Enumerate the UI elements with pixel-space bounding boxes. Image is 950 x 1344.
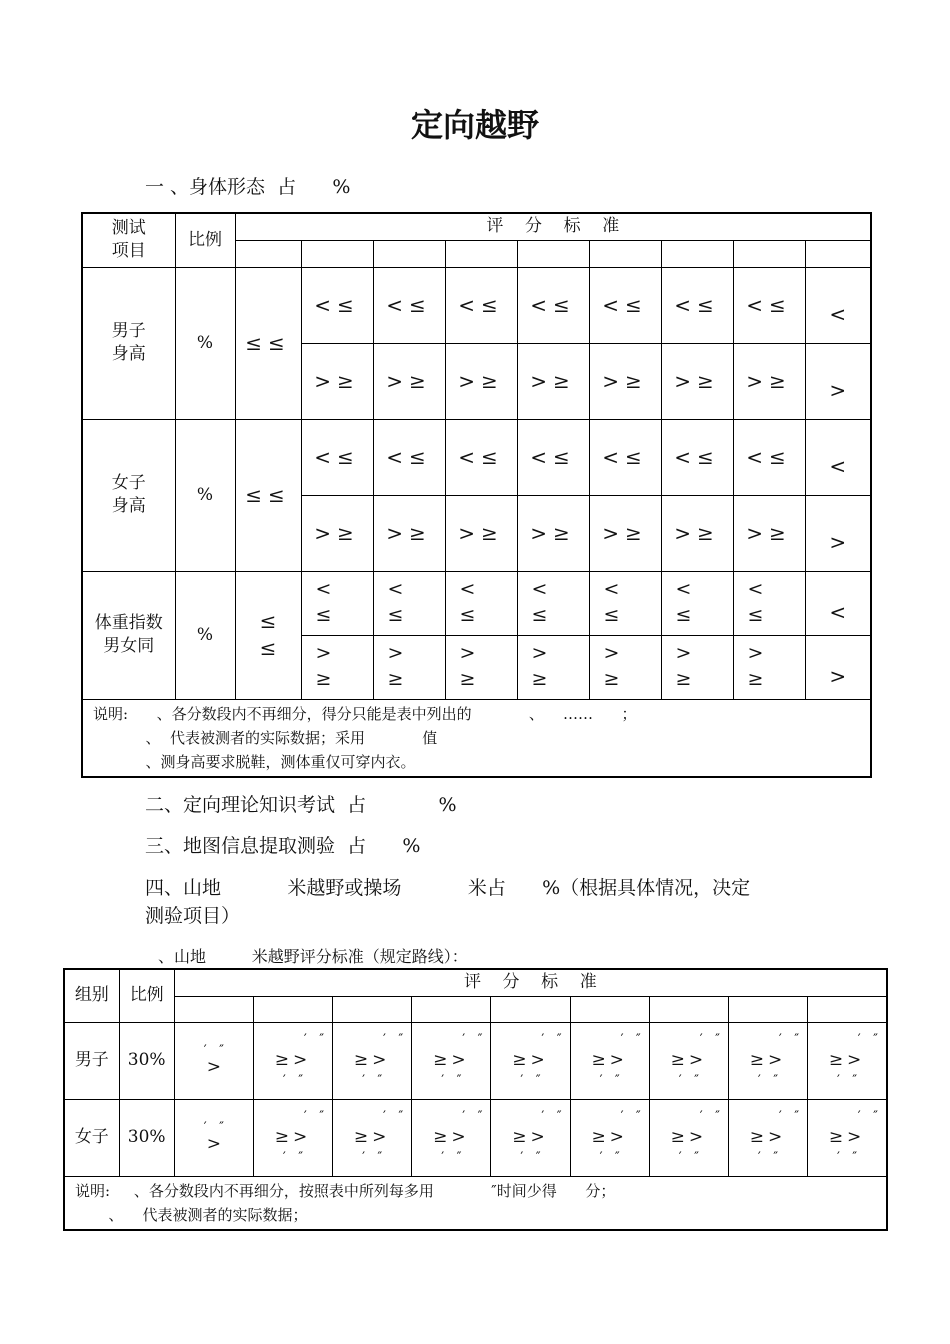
note-line: 说明: 、各分数段内不再细分，按照表中所列每多用 ″时间少得 分；: [75, 1181, 616, 1200]
time-marks-lower: ′ ″: [836, 1072, 858, 1088]
header-grade-cell: [808, 996, 887, 1022]
row-item-name: 体重指数 男女同: [82, 571, 175, 699]
section-1-heading: 一 、身体形态 占 %: [145, 176, 351, 198]
running-score-table: [63, 968, 888, 1231]
time-marks-lower: ′ ″: [441, 1149, 462, 1165]
grade-cell: [728, 1022, 807, 1099]
time-marks-upper: ′ ″: [383, 1108, 404, 1124]
header-grade-cell: [445, 240, 517, 267]
comparison-symbol: ≥>: [512, 1127, 549, 1148]
header-item: 测试 项目: [82, 213, 175, 267]
time-marks-lower: ′ ″: [441, 1072, 462, 1088]
comparison-symbol: ≥>: [353, 1050, 391, 1071]
time-marks: ′ ″: [203, 1043, 224, 1058]
header-grade-cell: [661, 240, 733, 267]
comparison-symbol: ≥>: [670, 1127, 708, 1148]
row-ratio: 30%: [119, 1099, 174, 1176]
grade-cell-lower: >≥: [445, 495, 517, 571]
header-grade-cell: [570, 996, 649, 1022]
grade-cell: [808, 1022, 887, 1099]
time-marks-upper: ′ ″: [620, 1031, 641, 1047]
header-grade-cell: [517, 240, 589, 267]
comparison-symbol: ≥>: [512, 1050, 549, 1071]
header-grade-cell: [805, 240, 871, 267]
time-marks-upper: ′ ″: [857, 1108, 878, 1124]
grade-cell-upper: < ≤: [733, 571, 805, 635]
time-marks-lower: ′ ″: [520, 1149, 541, 1165]
grade-cell-upper: < ≤: [445, 571, 517, 635]
header-grade-cell: [649, 996, 728, 1022]
header-grade-cell: [235, 240, 301, 267]
header-ratio: 比例: [119, 969, 174, 1022]
header-grade-cell: [373, 240, 445, 267]
comparison-symbol: ≥>: [749, 1050, 787, 1071]
grade-cell-lower: >≥: [373, 495, 445, 571]
grade-cell-upper: <≤: [517, 267, 589, 343]
page-title: 定向越野: [410, 106, 539, 144]
comparison-symbol: ≥>: [591, 1127, 628, 1148]
grade-cell: [649, 1022, 728, 1099]
comparison-symbol: ≥>: [670, 1050, 708, 1071]
header-standard: 评 分 标 准: [174, 969, 887, 996]
grade-cell-lower: > ≥: [733, 635, 805, 699]
comparison-symbol: ≥>: [828, 1127, 866, 1148]
grade-cell-lower: > ≥: [301, 635, 373, 699]
row-ratio: %: [175, 419, 235, 571]
comparison-symbol: ≥>: [433, 1050, 470, 1071]
header-grade-cell: [733, 240, 805, 267]
note-line: 说明: 、各分数段内不再细分，得分只能是表中列出的 、 …… ；: [93, 704, 637, 723]
comparison-symbol: ≥>: [353, 1127, 391, 1148]
body-form-table: [81, 212, 872, 778]
header-ratio: 比例: [175, 213, 235, 267]
grade-cell-upper: <≤: [661, 419, 733, 495]
grade-cell-upper: <≤: [733, 267, 805, 343]
row-ratio: %: [175, 267, 235, 419]
grade-cell-lower: >≥: [445, 343, 517, 419]
grade-cell: [333, 1022, 412, 1099]
grade-cell: [253, 1099, 332, 1176]
comparison-symbol: >: [206, 1057, 221, 1078]
row-item-name: 男子 身高: [82, 267, 175, 419]
grade-cell-upper: < ≤: [661, 571, 733, 635]
time-marks: ′ ″: [203, 1120, 224, 1135]
grade-cell-lower: > ≥: [445, 635, 517, 699]
row-first-grade: ≤ ≤: [235, 571, 301, 699]
time-marks-upper: ′ ″: [699, 1031, 720, 1047]
grade-cell: [491, 1099, 570, 1176]
note-line: 、 代表被测者的实际数据；采用 值: [93, 728, 438, 747]
time-marks-upper: ′ ″: [383, 1031, 404, 1047]
grade-cell-lower: > ≥: [661, 635, 733, 699]
time-marks-upper: ′ ″: [778, 1108, 800, 1124]
row-first-grade: [174, 1022, 253, 1099]
time-marks-upper: ′ ″: [541, 1031, 562, 1047]
header-standard: 评 分 标 准: [235, 213, 871, 240]
comparison-symbol: ≥>: [749, 1127, 787, 1148]
time-marks-lower: ′ ″: [599, 1149, 620, 1165]
grade-cell-lower: > ≥: [589, 635, 661, 699]
grade-cell: [491, 1022, 570, 1099]
table2-notes: [64, 1176, 887, 1230]
grade-cell-last-upper: <: [805, 267, 871, 343]
time-marks-lower: ′ ″: [757, 1149, 779, 1165]
grade-cell-upper: <≤: [589, 267, 661, 343]
header-grade-cell: [301, 240, 373, 267]
header-group: 组别: [64, 969, 119, 1022]
grade-cell-lower: >≥: [517, 495, 589, 571]
time-marks-lower: ′ ″: [282, 1072, 304, 1088]
grade-cell-upper: <≤: [733, 419, 805, 495]
section-2-heading: 二、定向理论知识考试 占 %: [145, 794, 457, 816]
grade-cell-upper: < ≤: [517, 571, 589, 635]
grade-cell-upper: < ≤: [373, 571, 445, 635]
row-first-grade: [174, 1099, 253, 1176]
time-marks-lower: ′ ″: [678, 1072, 699, 1088]
time-marks-lower: ′ ″: [599, 1072, 620, 1088]
header-grade-cell: [589, 240, 661, 267]
row-item-name: 女子 身高: [82, 419, 175, 571]
row-ratio: 30%: [119, 1022, 174, 1099]
note-line: 、 代表被测者的实际数据；: [75, 1205, 308, 1224]
grade-cell-upper: <≤: [301, 267, 373, 343]
grade-cell-lower: >≥: [589, 343, 661, 419]
grade-cell-lower: >≥: [661, 495, 733, 571]
row-first-grade: ≤≤: [235, 419, 301, 571]
grade-cell: [412, 1022, 491, 1099]
time-marks-upper: ′ ″: [620, 1108, 641, 1124]
grade-cell-upper: <≤: [661, 267, 733, 343]
comparison-symbol: ≥>: [433, 1127, 470, 1148]
subsection-heading: 、山地 米越野评分标准（规定路线）：: [158, 947, 468, 966]
grade-cell: [808, 1099, 887, 1176]
grade-cell: [333, 1099, 412, 1176]
time-marks-lower: ′ ″: [836, 1149, 858, 1165]
time-marks-lower: ′ ″: [362, 1072, 383, 1088]
grade-cell: [649, 1099, 728, 1176]
grade-cell-last-lower: >: [805, 495, 871, 571]
grade-cell-lower: > ≥: [373, 635, 445, 699]
row-group: 男子: [64, 1022, 119, 1099]
time-marks-upper: ′ ″: [541, 1108, 562, 1124]
grade-cell-upper: <≤: [517, 419, 589, 495]
row-group: 女子: [64, 1099, 119, 1176]
comparison-symbol: ≥>: [591, 1050, 628, 1071]
time-marks-lower: ′ ″: [362, 1149, 383, 1165]
comparison-symbol: ≥>: [274, 1050, 312, 1071]
grade-cell-lower: > ≥: [517, 635, 589, 699]
grade-cell-upper: < ≤: [589, 571, 661, 635]
table1-notes: [82, 699, 871, 777]
grade-cell-last-upper: <: [805, 419, 871, 495]
grade-cell-last-upper: <: [805, 571, 871, 635]
grade-cell-upper: <≤: [373, 419, 445, 495]
header-grade-cell: [333, 996, 412, 1022]
time-marks-upper: ′ ″: [778, 1031, 800, 1047]
time-marks-upper: ′ ″: [462, 1108, 483, 1124]
time-marks-upper: ′ ″: [303, 1031, 325, 1047]
grade-cell-upper: <≤: [445, 419, 517, 495]
grade-cell-upper: <≤: [445, 267, 517, 343]
grade-cell-lower: >≥: [661, 343, 733, 419]
grade-cell: [570, 1022, 649, 1099]
time-marks-upper: ′ ″: [699, 1108, 720, 1124]
comparison-symbol: ≥>: [828, 1050, 866, 1071]
time-marks-lower: ′ ″: [757, 1072, 779, 1088]
grade-cell-lower: >≥: [301, 495, 373, 571]
grade-cell-lower: >≥: [589, 495, 661, 571]
grade-cell: [570, 1099, 649, 1176]
header-grade-cell: [174, 996, 253, 1022]
grade-cell: [253, 1022, 332, 1099]
header-grade-cell: [491, 996, 570, 1022]
grade-cell-lower: >≥: [373, 343, 445, 419]
grade-cell-upper: <≤: [373, 267, 445, 343]
time-marks-upper: ′ ″: [303, 1108, 325, 1124]
section-4-heading-cont: 测验项目）: [145, 905, 241, 927]
grade-cell-lower: >≥: [733, 495, 805, 571]
grade-cell-last-lower: >: [805, 343, 871, 419]
grade-cell-lower: >≥: [301, 343, 373, 419]
header-grade-cell: [412, 996, 491, 1022]
header-grade-cell: [253, 996, 332, 1022]
grade-cell-lower: >≥: [733, 343, 805, 419]
time-marks-upper: ′ ″: [462, 1031, 483, 1047]
note-line: 、测身高要求脱鞋，测体重仅可穿内衣。: [93, 752, 416, 771]
grade-cell-upper: < ≤: [301, 571, 373, 635]
time-marks-lower: ′ ″: [520, 1072, 541, 1088]
grade-cell: [412, 1099, 491, 1176]
header-grade-cell: [728, 996, 807, 1022]
time-marks-lower: ′ ″: [678, 1149, 699, 1165]
time-marks-upper: ′ ″: [857, 1031, 878, 1047]
grade-cell: [728, 1099, 807, 1176]
grade-cell-lower: >≥: [517, 343, 589, 419]
grade-cell-upper: <≤: [301, 419, 373, 495]
grade-cell-last-lower: >: [805, 635, 871, 699]
comparison-symbol: >: [206, 1134, 221, 1155]
time-marks-lower: ′ ″: [282, 1149, 304, 1165]
comparison-symbol: ≥>: [274, 1127, 312, 1148]
grade-cell-upper: <≤: [589, 419, 661, 495]
row-ratio: %: [175, 571, 235, 699]
section-4-heading: 四、山地 米越野或操场 米占 %（根据具体情况，决定: [145, 877, 751, 899]
section-3-heading: 三、地图信息提取测验 占 %: [145, 835, 421, 857]
row-first-grade: ≤≤: [235, 267, 301, 419]
